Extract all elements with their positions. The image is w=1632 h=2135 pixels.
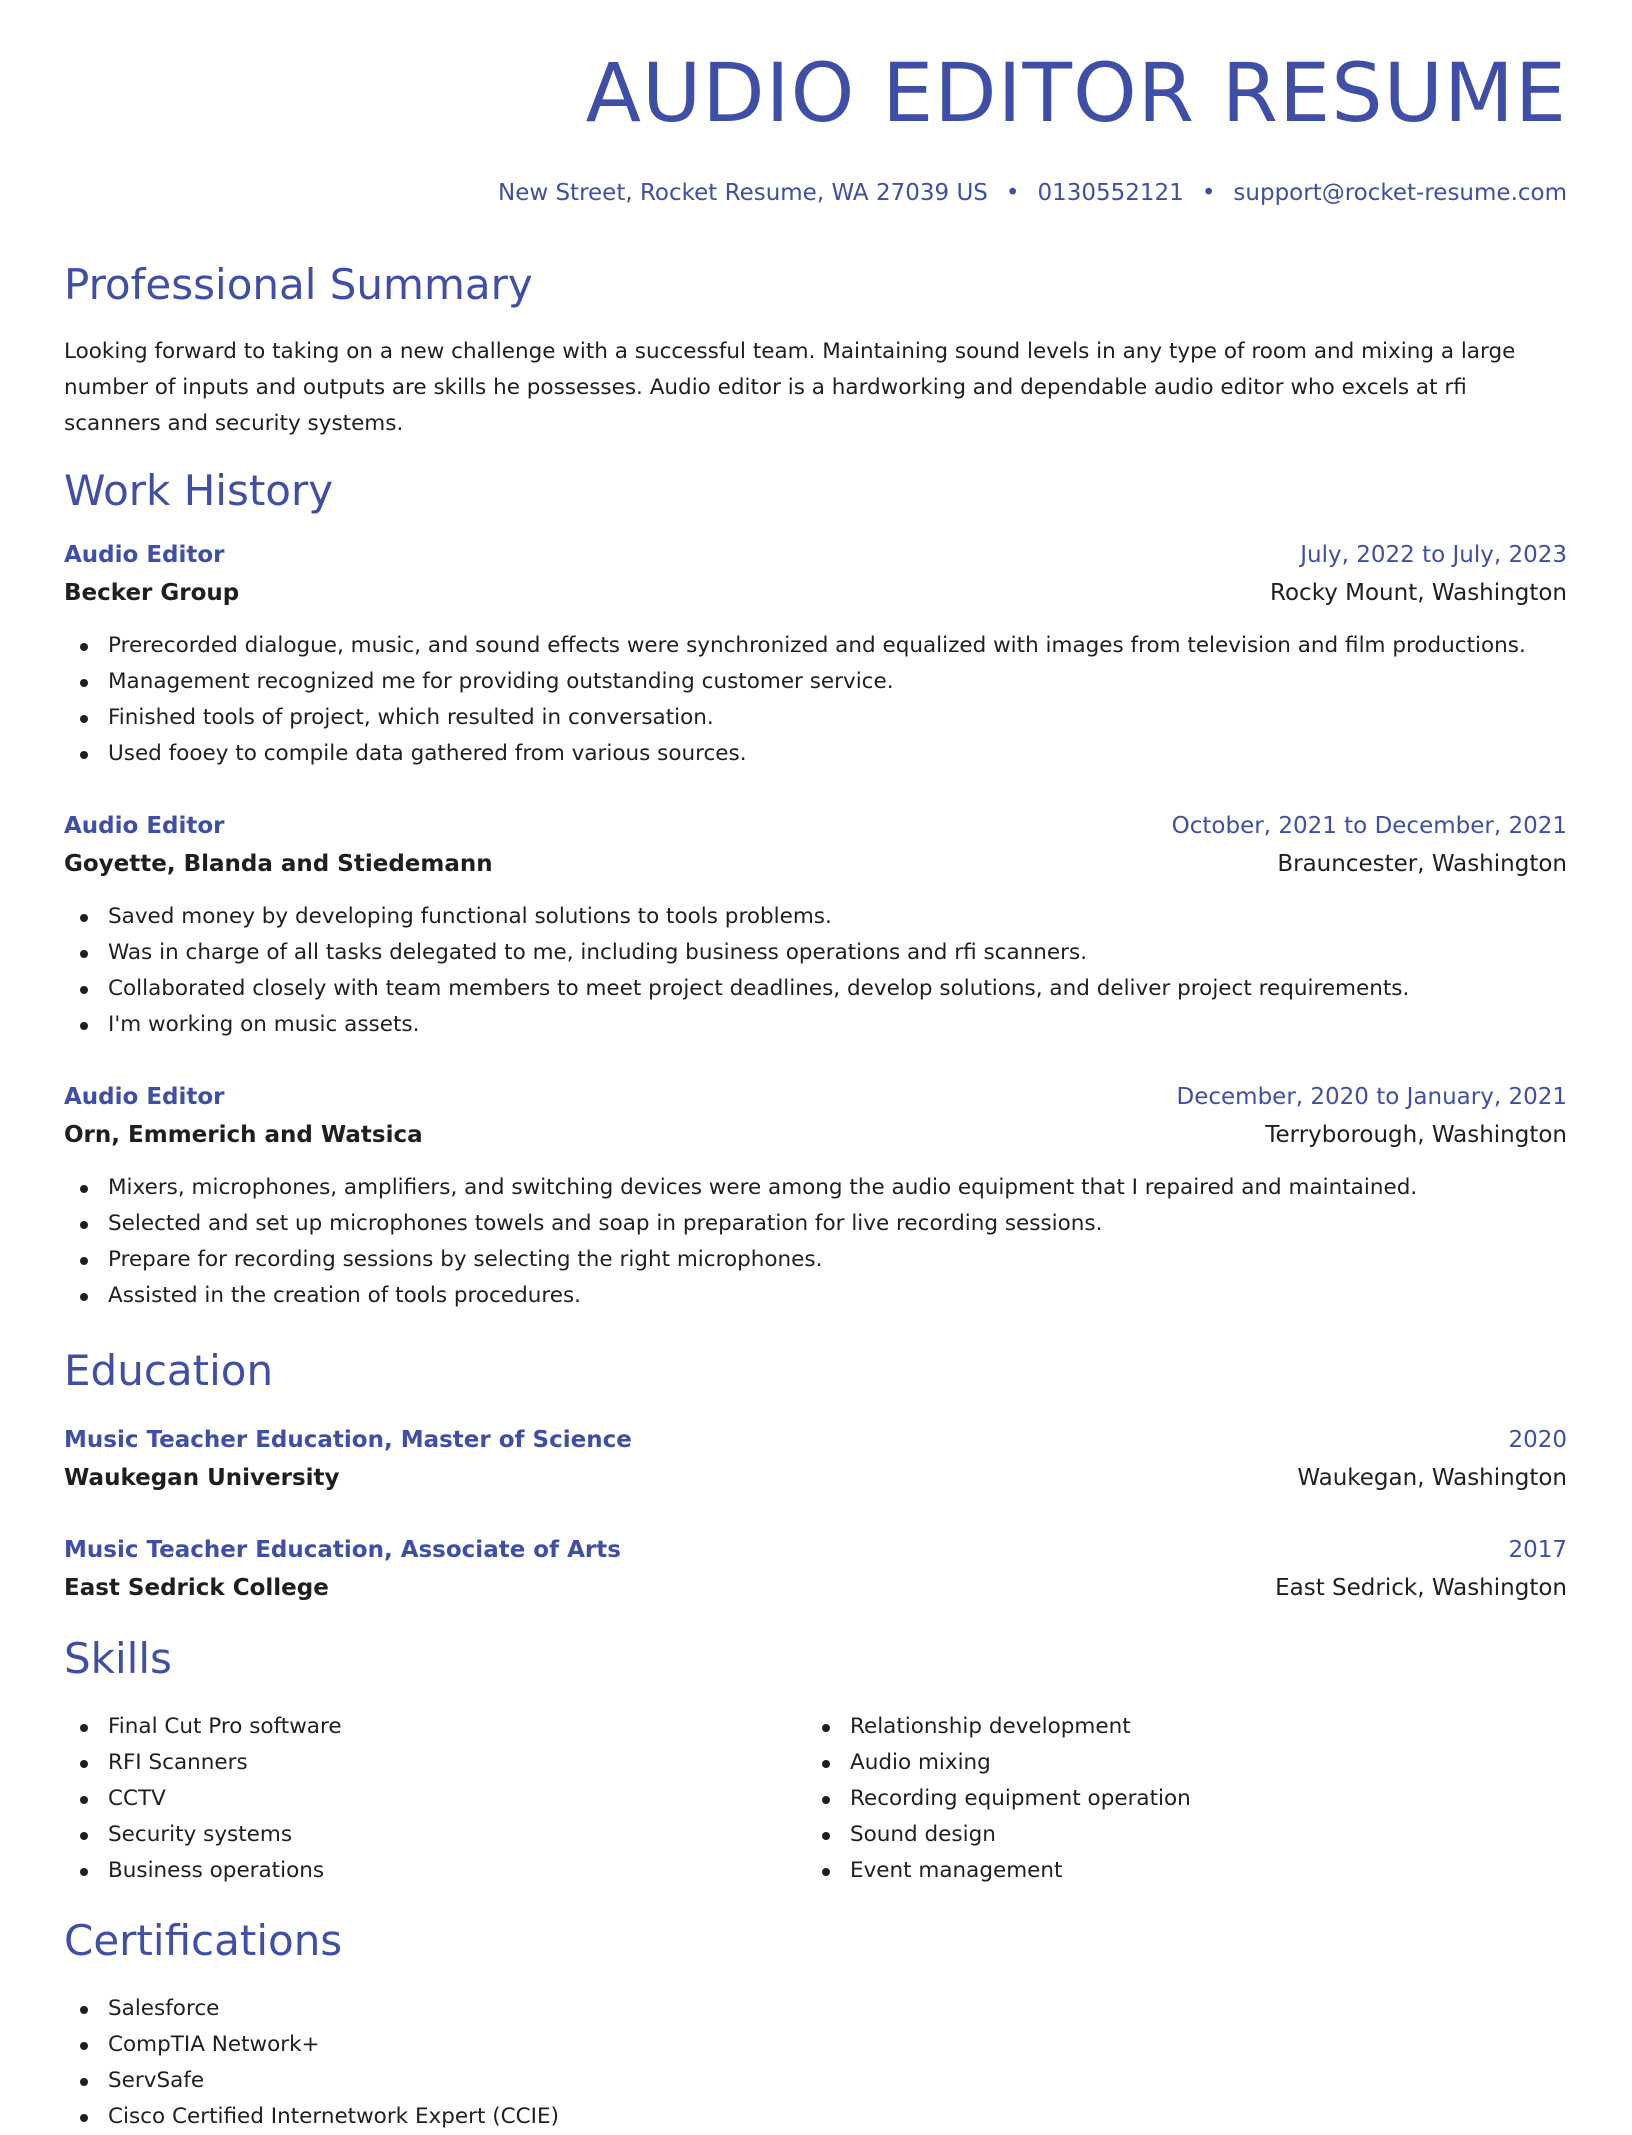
skill-item: Sound design: [806, 1817, 1566, 1853]
contact-address: New Street, Rocket Resume, WA 27039 US: [497, 180, 988, 206]
skill-item: CCTV: [64, 1781, 1567, 1817]
education-entry: [64, 1531, 1567, 1607]
skill-item: Final Cut Pro software: [64, 1709, 1567, 1745]
education-year: 2017: [1508, 1537, 1567, 1563]
job-company: Goyette, Blanda and Stiedemann: [64, 851, 493, 877]
job-location: Rocky Mount, Washington: [1270, 580, 1567, 606]
job-title: Audio Editor: [64, 1084, 225, 1110]
education-entry: [64, 1421, 1567, 1497]
work-history-heading: Work History: [64, 466, 334, 515]
job-title: Audio Editor: [64, 813, 225, 839]
skill-item: Business operations: [64, 1853, 1567, 1889]
job-bullet: I'm working on music assets.: [64, 1007, 1567, 1043]
job-company: Becker Group: [64, 580, 240, 606]
job-bullet: Collaborated closely with team members to meet project deadlines, develop solutions, and deliver project requirements.: [64, 971, 1567, 1007]
job-bullet: Management recognized me for providing outstanding customer service.: [64, 664, 1567, 700]
job-entry: [64, 1078, 1567, 1154]
job-bullets: [64, 899, 1567, 1043]
education-year: 2020: [1508, 1427, 1567, 1453]
skill-item: Audio mixing: [806, 1745, 1566, 1781]
contact-line: [498, 180, 1567, 208]
certification-item: Salesforce: [64, 1991, 1567, 2027]
job-bullets: [64, 1170, 1567, 1314]
certifications-heading: Certifications: [64, 1916, 343, 1965]
job-dates: October, 2021 to December, 2021: [1171, 813, 1567, 839]
skill-item: Recording equipment operation: [806, 1781, 1566, 1817]
education-location: East Sedrick, Washington: [1275, 1575, 1567, 1601]
certification-item: ServSafe: [64, 2063, 1567, 2099]
job-bullet: Finished tools of project, which resulted in conversation.: [64, 700, 1567, 736]
education-school: East Sedrick College: [64, 1575, 329, 1601]
resume-title: AUDIO EDITOR RESUME: [585, 47, 1567, 141]
skill-item: Security systems: [64, 1817, 1567, 1853]
contact-separator: •: [1201, 180, 1216, 206]
skills-heading: Skills: [64, 1634, 172, 1683]
job-bullet: Prerecorded dialogue, music, and sound effects were synchronized and equalized with images from television and film productions.: [64, 628, 1567, 664]
summary-text: Looking forward to taking on a new challenge with a successful team. Maintaining sound levels in any type of room and mixing a large number of inputs and outputs are skills he possesses. Audio editor is a hardworking and dependable audio editor who excels at rfi scanners and security systems.: [64, 339, 1516, 436]
job-entry: [64, 536, 1567, 612]
certifications-list: [64, 1991, 1567, 2135]
job-bullet: Saved money by developing functional solutions to tools problems.: [64, 899, 1567, 935]
job-bullet: Mixers, microphones, amplifiers, and switching devices were among the audio equipment that I repaired and maintained.: [64, 1170, 1567, 1206]
job-bullet: Assisted in the creation of tools procedures.: [64, 1278, 1567, 1314]
job-title: Audio Editor: [64, 542, 225, 568]
contact-separator: •: [1005, 180, 1020, 206]
job-location: Terryborough, Washington: [1265, 1122, 1567, 1148]
education-heading: Education: [64, 1346, 274, 1395]
job-dates: July, 2022 to July, 2023: [1300, 542, 1567, 568]
job-entry: [64, 807, 1567, 883]
job-bullets: [64, 628, 1567, 772]
skill-item: Relationship development: [806, 1709, 1566, 1745]
skills-list-right: [806, 1709, 1566, 1889]
certification-item: Cisco Certified Internetwork Expert (CCIE): [64, 2099, 1567, 2135]
education-school: Waukegan University: [64, 1465, 340, 1491]
summary-heading: Professional Summary: [64, 260, 533, 309]
job-bullet: Selected and set up microphones towels and soap in preparation for live recording sessions.: [64, 1206, 1567, 1242]
skill-item: Event management: [806, 1853, 1566, 1889]
education-degree: Music Teacher Education, Master of Science: [64, 1427, 632, 1453]
job-dates: December, 2020 to January, 2021: [1176, 1084, 1567, 1110]
job-bullet: Was in charge of all tasks delegated to me, including business operations and rfi scanners.: [64, 935, 1567, 971]
certification-item: CompTIA Network+: [64, 2027, 1567, 2063]
education-degree: Music Teacher Education, Associate of Arts: [64, 1537, 621, 1563]
contact-phone: 0130552121: [1037, 180, 1184, 206]
education-location: Waukegan, Washington: [1297, 1465, 1567, 1491]
contact-email[interactable]: support@rocket-resume.com: [1233, 180, 1567, 206]
job-location: Brauncester, Washington: [1277, 851, 1567, 877]
job-bullet: Prepare for recording sessions by selecting the right microphones.: [64, 1242, 1567, 1278]
skill-item: RFI Scanners: [64, 1745, 1567, 1781]
job-company: Orn, Emmerich and Watsica: [64, 1122, 423, 1148]
job-bullet: Used fooey to compile data gathered from various sources.: [64, 736, 1567, 772]
